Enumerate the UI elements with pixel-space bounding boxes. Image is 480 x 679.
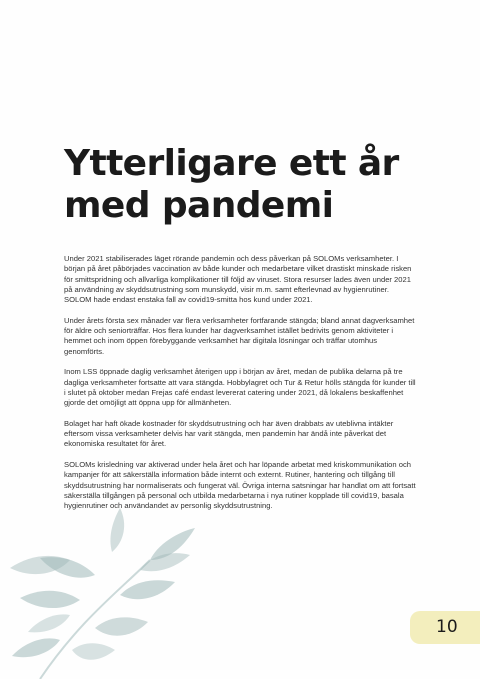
body-text xyxy=(64,254,416,522)
page-heading xyxy=(64,143,424,227)
paragraph-3: Inom LSS öppnade daglig verksamhet återigen upp i början av året, medan de publika delarna på tre dagliga verksamheter fortsatte att vara stängda. Hobbylagret och Tur & Retur hölls stängda för kunder till i slutet på oktober medan Frejas café endast levererat catering under 2021, då lokalens beskaffenhet gjorde det omöjligt att öppna upp för allmänheten. xyxy=(64,367,416,408)
page-heading-line-2: med pandemi xyxy=(64,185,334,226)
paragraph-1: Under 2021 stabiliserades läget rörande pandemin och dess påverkan på SOLOMs verksamheter. I början på året påbörjades vaccination av både kunder och medarbetare vilket drastiskt minskade risken för smittspridning och allvarliga komplikationer till följd av viruset. Stora resurser lades även under 2021 på användning av skyddsutrustning som munskydd, visir m.m. samt efterlevnad av hygienrutiner. SOLOM hade endast enstaka fall av covid19-smitta hos kund under 2021. xyxy=(64,254,412,305)
paragraph-2: Under årets första sex månader var flera verksamheter fortfarande stängda; bland annat dagverksamhet för äldre och seniorträffar. Hos flera kunder har dagverksamhet istället bedrivits genom aktiviteter i hemmet och inom öppen förebyggande verksamhet har digitala lösningar och träffar utomhus genomförts. xyxy=(64,315,415,356)
page-heading-line-1: Ytterligare ett år xyxy=(64,143,399,184)
paragraph-5: SOLOMs krisledning var aktiverad under hela året och har löpande arbetat med kriskommunikation och kampanjer för att säkerställa information både internt och externt. Rutiner, hantering och tillgång till skyddsutrustning har normaliserats och fungerat väl. Övriga interna satsningar har handlat om att fortsatt säkerställa tillgången på personal och utbilda medarbetarna i nya rutiner kopplade till covid19, basala hygienrutiner och användandet av personlig skyddsutrustning. xyxy=(64,459,416,511)
paragraph-4: Bolaget har haft ökade kostnader för skyddsutrustning och har även drabbats av uteblivna intäkter eftersom vissa verksamheter delvis har varit stängda, men pandemin har ändå inte påverkat det ekonomiska resultatet för året. xyxy=(64,418,394,449)
leaf-branch-icon xyxy=(0,500,200,679)
page-number: 10 xyxy=(436,617,458,637)
